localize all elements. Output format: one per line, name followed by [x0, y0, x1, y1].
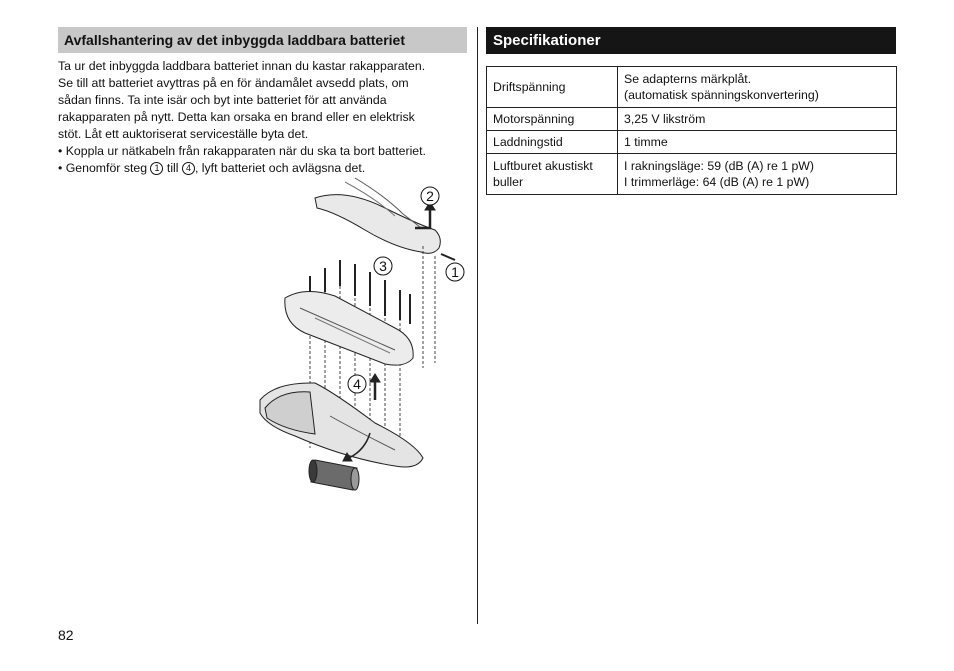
spec-value-line: I rakningsläge: 59 (dB (A) re 1 pW)	[624, 159, 814, 173]
figure-label-step3: 3	[379, 258, 387, 274]
figure-label-step2: 2	[426, 188, 434, 204]
section-heading-specifications: Specifikationer	[486, 27, 896, 54]
top-cover-shape	[315, 195, 440, 254]
paragraph-line: rakapparaten på nytt. Detta kan orsaka en brand eller en elektrisk	[58, 110, 415, 124]
specifications-table	[486, 66, 897, 195]
disposal-instructions	[58, 58, 468, 177]
bullet-text: till	[166, 161, 179, 175]
spec-key-line: buller	[493, 175, 524, 189]
spec-key: Driftspänning	[487, 67, 618, 108]
table-row	[487, 67, 897, 108]
page-number: 82	[58, 627, 74, 643]
section-heading-disposal: Avfallshantering av det inbyggda laddbara batteriet	[58, 27, 467, 53]
table-row	[487, 131, 897, 154]
spec-value: 3,25 V likström	[618, 108, 897, 131]
step-circle: 1	[150, 162, 163, 175]
step-circle: 4	[182, 162, 195, 175]
paragraph-line: sådan finns. Ta inte isär och byt inte batteriet för att använda	[58, 93, 387, 107]
paragraph-line: stöt. Låt ett auktoriserat serviceställe byta det.	[58, 127, 309, 141]
spec-value-line: I trimmerläge: 64 (dB (A) re 1 pW)	[624, 175, 810, 189]
spec-value	[618, 67, 897, 108]
frame-shape	[285, 291, 413, 365]
paragraph-line: Se till att batteriet avyttras på en för ändamålet avsedd plats, om	[58, 76, 409, 90]
spec-value	[618, 154, 897, 195]
battery-shape	[309, 460, 359, 490]
disassembly-illustration	[245, 168, 475, 498]
paragraph-line: Ta ur det inbyggda laddbara batteriet innan du kastar rakapparaten.	[58, 59, 426, 73]
table-row	[487, 108, 897, 131]
figure-label-step4: 4	[353, 376, 361, 392]
instruction-paragraph	[58, 58, 468, 143]
spec-value: 1 timme	[618, 131, 897, 154]
bullet-unplug: • Koppla ur nätkabeln från rakapparaten när du ska ta bort batteriet.	[58, 144, 426, 158]
table-row	[487, 154, 897, 195]
spec-key	[487, 154, 618, 195]
spec-value-line: Se adapterns märkplåt.	[624, 72, 752, 86]
spec-value-line: (automatisk spänningskonvertering)	[624, 88, 819, 102]
spec-key: Laddningstid	[487, 131, 618, 154]
bullet-text: , lyft batteriet och avlägsna det.	[194, 161, 366, 175]
bullet-text: • Genomför steg	[58, 161, 148, 175]
spec-key-line: Luftburet akustiskt	[493, 159, 593, 173]
spec-key: Motorspänning	[487, 108, 618, 131]
figure-label-step1: 1	[451, 264, 459, 280]
column-divider	[477, 27, 478, 624]
